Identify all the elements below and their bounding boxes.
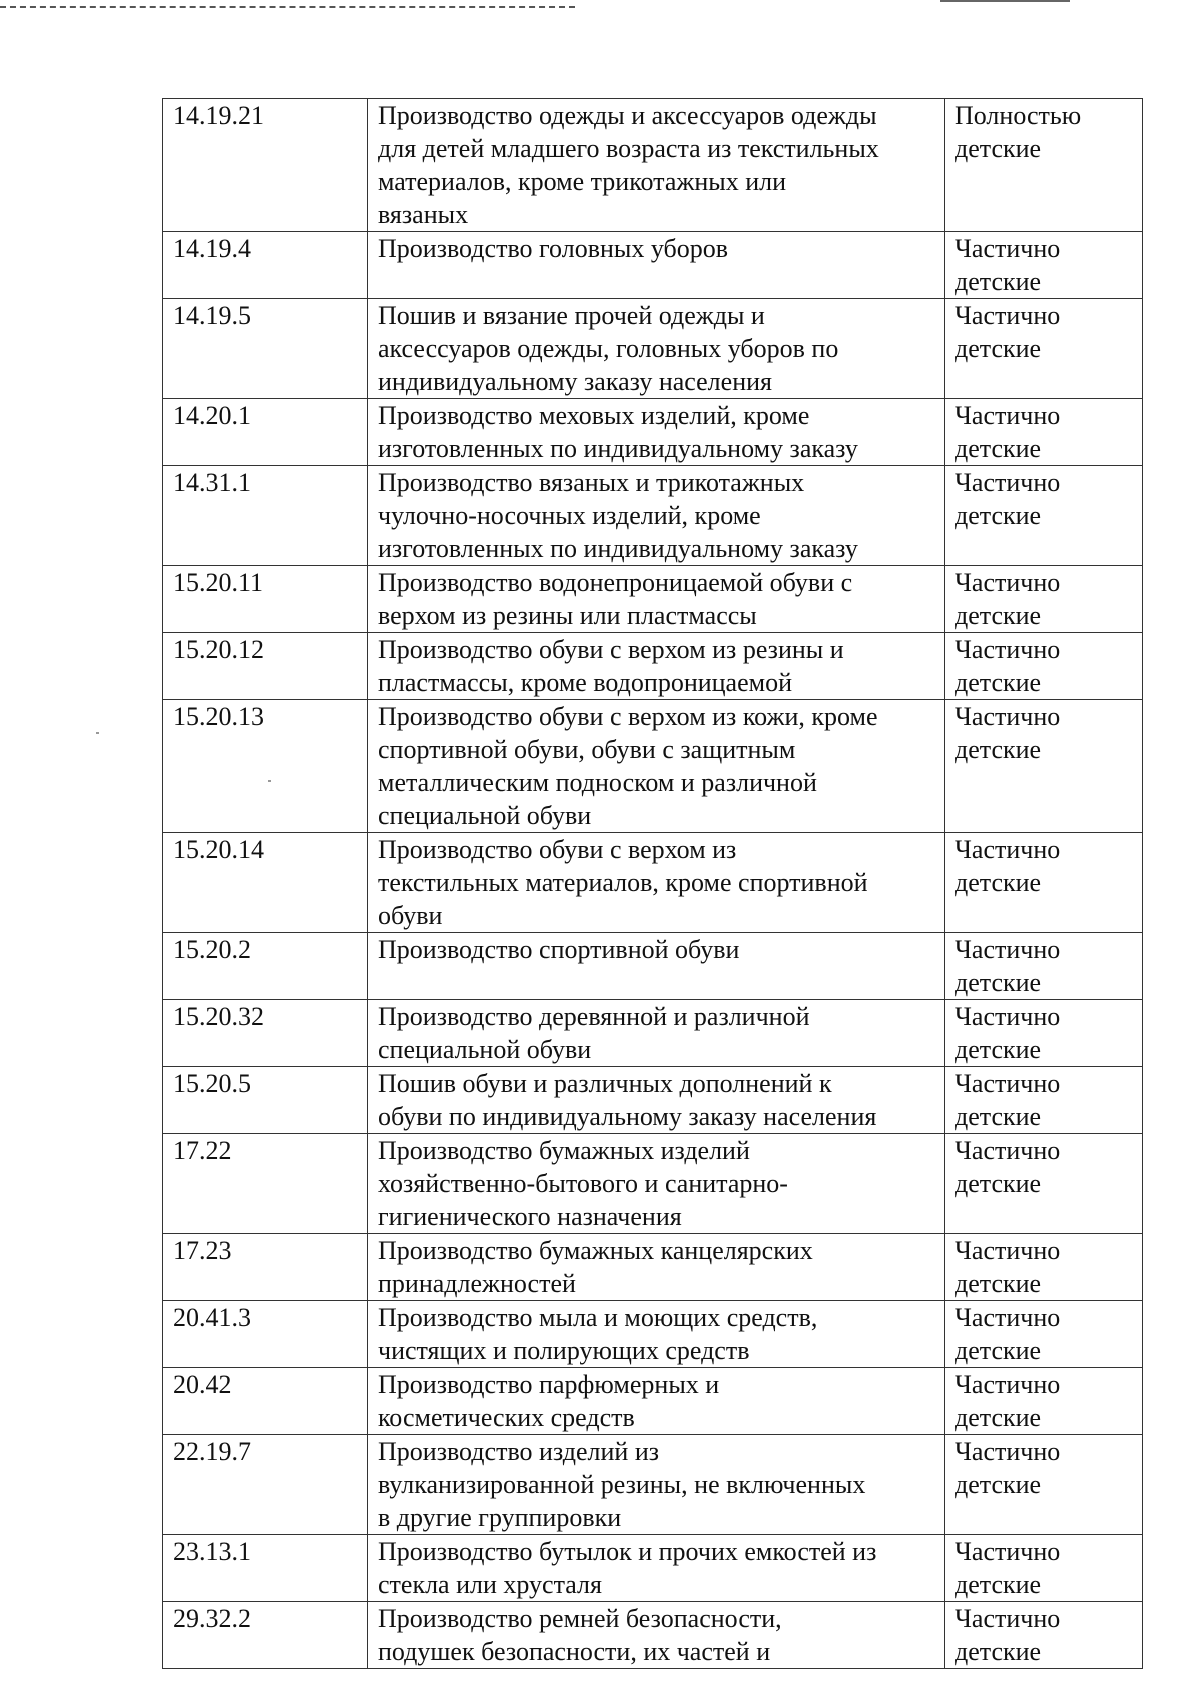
scan-dashed-line	[0, 6, 575, 8]
child-category-cell: Частично детские	[945, 232, 1143, 299]
child-category-cell: Частично детские	[945, 1435, 1143, 1535]
table-row	[163, 1435, 1143, 1535]
table-row	[163, 466, 1143, 566]
child-category-cell: Частично детские	[945, 1134, 1143, 1234]
activity-name-cell: Производство вязаных и трикотажных чулочно-носочных изделий, кроме изготовленных по индивидуальному заказу	[368, 466, 945, 566]
activity-code-cell: 17.22	[163, 1134, 368, 1234]
child-category-cell: Частично детские	[945, 1234, 1143, 1301]
table-row	[163, 299, 1143, 399]
activity-code-cell: 20.41.3	[163, 1301, 368, 1368]
activity-name-cell: Производство ремней безопасности, подушек безопасности, их частей и	[368, 1602, 945, 1669]
child-category-cell: Частично детские	[945, 1602, 1143, 1669]
child-category-cell: Частично детские	[945, 466, 1143, 566]
activity-code-cell: 15.20.14	[163, 833, 368, 933]
table-row	[163, 833, 1143, 933]
table-row	[163, 399, 1143, 466]
activity-name-cell: Производство меховых изделий, кроме изготовленных по индивидуальному заказу	[368, 399, 945, 466]
activity-code-cell: 14.19.21	[163, 99, 368, 232]
activity-name-cell: Производство водонепроницаемой обуви с верхом из резины или пластмассы	[368, 566, 945, 633]
activity-name-cell: Производство мыла и моющих средств, чистящих и полирующих средств	[368, 1301, 945, 1368]
activity-code-cell: 29.32.2	[163, 1602, 368, 1669]
activity-name-cell: Производство бутылок и прочих емкостей из стекла или хрусталя	[368, 1535, 945, 1602]
child-category-cell: Частично детские	[945, 1000, 1143, 1067]
activity-code-cell: 14.20.1	[163, 399, 368, 466]
table-row	[163, 933, 1143, 1000]
activity-code-cell: 15.20.2	[163, 933, 368, 1000]
activity-code-cell: 14.19.4	[163, 232, 368, 299]
table-row	[163, 1602, 1143, 1669]
table-row	[163, 700, 1143, 833]
child-category-cell: Частично детские	[945, 1368, 1143, 1435]
child-category-cell: Частично детские	[945, 399, 1143, 466]
child-category-cell: Частично детские	[945, 566, 1143, 633]
activity-name-cell: Производство изделий из вулканизированной резины, не включенных в другие группировки	[368, 1435, 945, 1535]
okved-activity-table	[162, 98, 1143, 1669]
activity-name-cell: Производство парфюмерных и косметических средств	[368, 1368, 945, 1435]
activity-code-cell: 23.13.1	[163, 1535, 368, 1602]
table-row	[163, 1134, 1143, 1234]
activity-name-cell: Пошив и вязание прочей одежды и аксессуаров одежды, головных уборов по индивидуальному заказу населения	[368, 299, 945, 399]
child-category-cell: Частично детские	[945, 1067, 1143, 1134]
activity-code-cell: 15.20.12	[163, 633, 368, 700]
activity-code-cell: 17.23	[163, 1234, 368, 1301]
activity-name-cell: Производство головных уборов	[368, 232, 945, 299]
activity-name-cell: Производство деревянной и различной специальной обуви	[368, 1000, 945, 1067]
activity-name-cell: Производство обуви с верхом из кожи, кроме спортивной обуви, обуви с защитным металлическим подноском и различной специальной обуви	[368, 700, 945, 833]
table-row	[163, 99, 1143, 232]
activity-code-cell: 15.20.32	[163, 1000, 368, 1067]
activity-code-cell: 15.20.11	[163, 566, 368, 633]
child-category-cell: Частично детские	[945, 933, 1143, 1000]
scan-speck	[96, 732, 99, 734]
activity-name-cell: Производство обуви с верхом из резины и пластмассы, кроме водопроницаемой	[368, 633, 945, 700]
activity-name-cell: Производство обуви с верхом из текстильных материалов, кроме спортивной обуви	[368, 833, 945, 933]
activity-name-cell: Производство бумажных изделий хозяйственно-бытового и санитарно- гигиенического назначения	[368, 1134, 945, 1234]
activity-name-cell: Производство бумажных канцелярских принадлежностей	[368, 1234, 945, 1301]
table-row	[163, 1234, 1143, 1301]
activity-code-cell: 22.19.7	[163, 1435, 368, 1535]
table-row	[163, 1368, 1143, 1435]
table-row	[163, 1067, 1143, 1134]
activity-name-cell: Производство одежды и аксессуаров одежды для детей младшего возраста из текстильных материалов, кроме трикотажных или вязаных	[368, 99, 945, 232]
table-row	[163, 1301, 1143, 1368]
child-category-cell: Частично детские	[945, 700, 1143, 833]
child-category-cell: Частично детские	[945, 1535, 1143, 1602]
table-row	[163, 232, 1143, 299]
child-category-cell: Частично детские	[945, 633, 1143, 700]
table-row	[163, 566, 1143, 633]
activity-code-cell: 15.20.5	[163, 1067, 368, 1134]
table-row	[163, 1000, 1143, 1067]
child-category-cell: Частично детские	[945, 833, 1143, 933]
table-row	[163, 633, 1143, 700]
table-body	[163, 99, 1143, 1669]
table-row	[163, 1535, 1143, 1602]
activity-code-cell: 14.31.1	[163, 466, 368, 566]
activity-code-cell: 20.42	[163, 1368, 368, 1435]
child-category-cell: Частично детские	[945, 299, 1143, 399]
activity-code-cell: 14.19.5	[163, 299, 368, 399]
child-category-cell: Частично детские	[945, 1301, 1143, 1368]
activity-name-cell: Производство спортивной обуви	[368, 933, 945, 1000]
child-category-cell: Полностью детские	[945, 99, 1143, 232]
activity-name-cell: Пошив обуви и различных дополнений к обуви по индивидуальному заказу населения	[368, 1067, 945, 1134]
activity-code-cell: 15.20.13	[163, 700, 368, 833]
scan-edge-mark	[940, 0, 1070, 2]
